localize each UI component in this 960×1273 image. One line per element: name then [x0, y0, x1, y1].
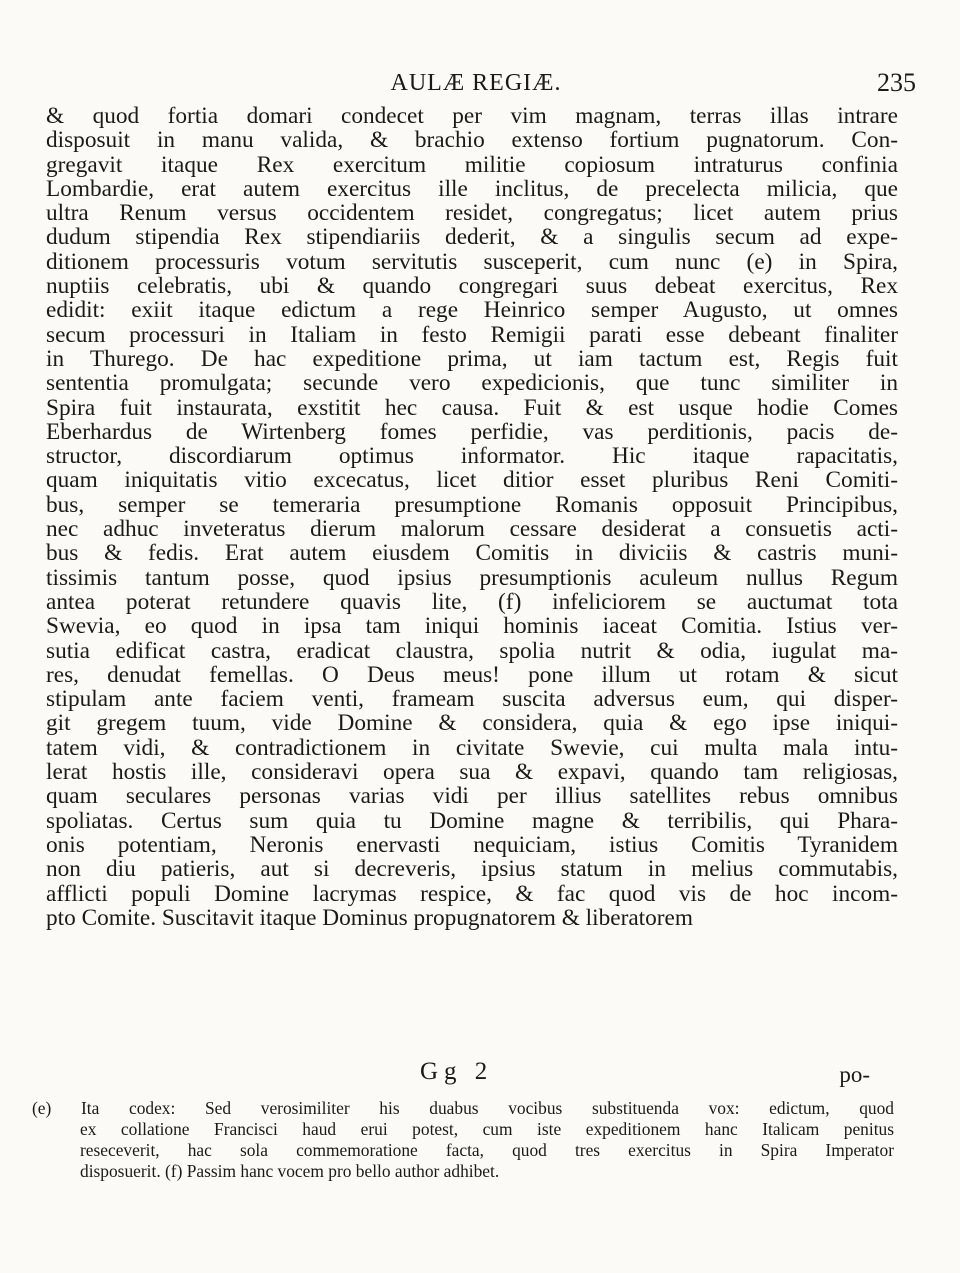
- text-line: non diu patieris, aut si decreveris, ipsius statum in melius commutabis,: [46, 857, 898, 882]
- text-line: res, denudat femellas. O Deus meus! pone illum ut rotam & sicut: [46, 662, 898, 688]
- text-line: edidit: exiit itaque edictum a rege Heinrico semper Augusto, ut omnes: [46, 298, 898, 323]
- text-line: bus, semper se temeraria presumptione Romanis opposuit Principibus,: [46, 492, 898, 518]
- footnote-line: ex collatione Francisci haud erui potest, cum iste expeditionem hanc Italicam penitus: [80, 1119, 894, 1139]
- text-line: Spira fuit instaurata, exstitit hec causa. Fuit & est usque hodie Comes: [46, 395, 898, 420]
- text-line: bus & fedis. Erat autem eiusdem Comitis in diviciis & castris muni-: [46, 541, 898, 566]
- text-line: Eberhardus de Wirtenberg fomes perfidie, vas perditionis, pacis de-: [46, 419, 898, 445]
- text-line: ditionem processuris votum servitutis susceperit, cum nunc (e) in Spira,: [46, 249, 898, 275]
- text-line: git gregem tuum, vide Domine & considera, quia & ego ipse iniqui-: [46, 711, 898, 736]
- text-line: nuptiis celebratis, ubi & quando congregari suus debeat exercitus, Rex: [46, 274, 898, 299]
- text-line: in Thurego. De hac expeditione prima, ut iam tactum est, Regis fuit: [46, 346, 898, 372]
- text-line: sententia promulgata; secunde vero expedicionis, que tunc similiter in: [46, 371, 898, 396]
- text-line: quam seculares personas varias vidi per illius satellites rebus omnibus: [46, 784, 898, 809]
- text-line: onis potentiam, Neronis enervasti nequiciam, istius Comitis Tyranidem: [46, 832, 898, 858]
- text-line: antea poterat retundere quavis lite, (f) infeliciorem se auctumat tota: [46, 589, 898, 615]
- text-line: lerat hostis ille, consideravi opera sua & expavi, quando tam religiosas,: [46, 760, 898, 785]
- running-head: AULÆ REGIÆ.: [390, 70, 562, 96]
- text-line: secum processuri in Italiam in festo Remigii parati esse debeant finaliter: [46, 322, 898, 347]
- text-line: tissimis tantum posse, quod ipsius presumptionis aculeum nullus Regum: [46, 565, 898, 590]
- main-text: [46, 104, 898, 930]
- text-line: sutia edificat castra, eradicat claustra, spolia nutrit & odia, iugulat ma-: [46, 638, 898, 663]
- text-line: disposuit in manu valida, & brachio extenso fortium pugnatorum. Con-: [46, 128, 898, 153]
- text-line: structor, discordiarum optimus informator. Hic itaque rapacitatis,: [46, 444, 898, 469]
- text-line: stipulam ante faciem venti, frameam suscita adversus eum, qui disper-: [46, 687, 898, 712]
- text-line: gregavit itaque Rex exercitum militie copiosum intraturus confinia: [46, 152, 898, 177]
- text-line: dudum stipendia Rex stipendiariis dederit, & a singulis secum ad expe-: [46, 225, 898, 250]
- text-line: pto Comite. Suscitavit itaque Dominus propugnatorem & liberatorem: [46, 905, 694, 931]
- footnote-line: (e) Ita codex: Sed verosimiliter his duabus vocibus substituenda vox: edictum, quod: [32, 1098, 894, 1118]
- text-line: Lombardie, erat autem exercitus ille inclitus, de precelecta milicia, que: [46, 176, 898, 202]
- text-line: & quod fortia domari condecet per vim magnam, terras illas intrare: [46, 104, 898, 129]
- text-line: tatem vidi, & contradictionem in civitate Swevie, cui multa mala intu-: [46, 735, 898, 761]
- signature-line: [0, 1058, 960, 1088]
- footnote-line: reseceverit, hac sola commemoratione facta, quod tres exercitus in Spira Imperator: [80, 1140, 894, 1160]
- signature-mark: Gg 2: [420, 1058, 494, 1085]
- footnote-line: disposuerit. (f) Passim hanc vocem pro bello author adhibet.: [80, 1161, 500, 1181]
- page-header: [36, 68, 916, 102]
- catchword: po-: [839, 1062, 870, 1087]
- text-line: ultra Renum versus occidentem residet, congregatus; licet autem prius: [46, 201, 898, 226]
- text-line: quam iniquitatis vitio excecatus, licet ditior esset pluribus Reni Comiti-: [46, 468, 898, 493]
- text-line: nec adhuc inveteratus dierum malorum cessare desiderat a consuetis acti-: [46, 517, 898, 542]
- page-number: 235: [877, 68, 916, 97]
- text-line: Swevia, eo quod in ipsa tam iniqui hominis iaceat Comitia. Istius ver-: [46, 614, 898, 639]
- footnotes: [32, 1098, 894, 1182]
- text-line: spoliatas. Certus sum quia tu Domine magne & terribilis, qui Phara-: [46, 808, 898, 833]
- text-line: afflicti populi Domine lacrymas respice, & fac quod vis de hoc incom-: [46, 881, 898, 906]
